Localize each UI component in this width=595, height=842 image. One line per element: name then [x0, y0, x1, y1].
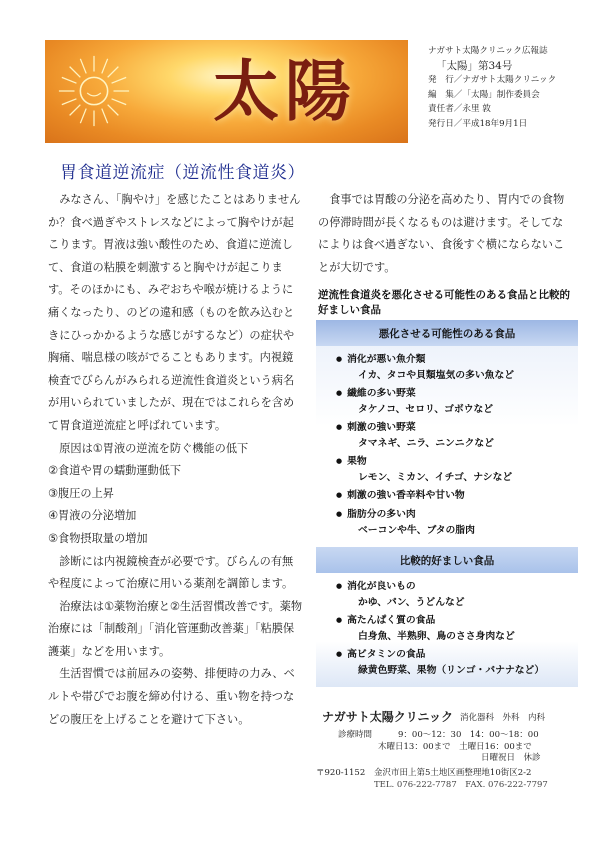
- list-item: ● 高ビタミンの食品 緑黄色野菜、果物（リンゴ・バナナなど）: [336, 647, 578, 678]
- paragraph-diet: 食事では胃酸の分泌を高めたり、胃内での食物の停滞時間が長くなるものは避けます。そしてなによりは食べ過ぎない、食後すぐ横にならないことが大切です。: [318, 193, 565, 274]
- paragraph-intro: みなさん、「胸やけ」を感じたことはありませんか？食べ過ぎやストレスなどによって胸やけが起こります。胃液は強い酸性のため、食道に逆流して、食道の粘膜を刺激すると胸やけが起こります。そのほかにも、みぞおちや喉が焼けるように痛くなったり、のどの違和感（ものを飲み込むときにひっかかるような感じがするなど）の症状や胸痛、喘息様の咳がでることもあります。内視鏡検査でびらんがみられる逆流性食道炎という病名が用いられていましたが、現在ではこれらを含めて胃食道逆流症と呼ばれています。: [48, 193, 301, 432]
- street-address: 金沢市田上第5土地区画整理地10街区2-2: [374, 768, 532, 778]
- cause-2: ②食道や胃の蠕動運動低下: [48, 464, 182, 478]
- paragraph-treatment: 治療法は①薬物治療と②生活習慣改善です。薬物治療には「制酸剤」「消化管運動改善薬」「粘膜保護薬」などを用います。: [48, 599, 303, 658]
- article-title: 胃食道逆流症（逆流性食道炎）: [60, 163, 305, 183]
- clinic-address: [316, 768, 578, 792]
- list-item: ● 果物 レモン、ミカン、イチゴ、ナシなど: [336, 454, 578, 485]
- list-item: ● 消化が悪い魚介類 イカ、タコや貝類塩気の多い魚など: [336, 352, 578, 383]
- foodbox-title: 逆流性食道炎を悪化させる可能性のある食品と比較的好ましい食品: [318, 289, 570, 316]
- list-item: ● 刺激の強い野菜 タマネギ、ニラ、ニンニクなど: [336, 420, 578, 451]
- good-foods-list: [316, 573, 578, 687]
- hours-label: 診療時間: [338, 730, 373, 740]
- cause-1: 原因は①胃液の逆流を防ぐ機能の低下: [59, 441, 249, 455]
- clinic-hours: [316, 730, 578, 766]
- food-list-box: [316, 320, 578, 702]
- publisher-line: ナガサト太陽クリニック広報誌: [428, 46, 548, 56]
- bad-foods-header: 悪化させる可能性のある食品: [316, 320, 578, 346]
- list-item: ● 高たんぱく質の食品 白身魚、半熟卵、鳥のささ身肉など: [336, 613, 578, 644]
- postal-code: 〒920-1152: [316, 768, 366, 778]
- cause-3: ③腹圧の上昇: [48, 486, 114, 500]
- phone-fax: TEL. 076-222-7787 FAX. 076-222-7797: [374, 779, 548, 790]
- hours-closed: 日曜祝日 休診: [481, 753, 541, 763]
- clinic-info: [316, 708, 578, 792]
- issue-number: 「太陽」第34号: [436, 59, 513, 72]
- list-item: ● 消化が良いもの かゆ、パン、うどんなど: [336, 579, 578, 610]
- sun-logo-icon: [55, 52, 133, 130]
- responsible-line: 責任者／永里 敦: [428, 104, 491, 115]
- paragraph-lifestyle: 生活習慣では前屈みの姿勢、排便時の力み、ベルトや帯びでお腹を締め付ける、重い物を持つなどの腹圧を上げることを避けて下さい。: [48, 667, 295, 726]
- issue-date: 発行日／平成18年9月1日: [428, 118, 528, 129]
- clinic-name: ナガサト太陽クリニック: [322, 710, 454, 724]
- list-item: ● 繊維の多い野菜 タケノコ、セロリ、ゴボウなど: [336, 386, 578, 417]
- cause-5: ⑤食物摂取量の増加: [48, 531, 148, 545]
- cause-4: ④胃液の分泌増加: [48, 509, 137, 523]
- masthead-banner: [45, 40, 408, 143]
- good-foods-header: 比較的好ましい食品: [316, 547, 578, 573]
- issuer-line: 発 行／ナガサト太陽クリニック: [428, 75, 557, 86]
- bad-foods-list: [316, 346, 578, 547]
- list-item: ● 脂肪分の多い肉 ベーコンや牛、ブタの脂肉: [336, 507, 578, 538]
- masthead-info: [428, 44, 588, 132]
- paragraph-diagnosis: 診断には内視鏡検査が必要です。びらんの有無や程度によって治療に用いる薬剤を調節します。: [48, 554, 294, 591]
- list-item: ● 刺激の強い香辛料や甘い物: [336, 488, 578, 504]
- editor-line: 編 集／「太陽」制作委員会: [428, 89, 540, 100]
- clinic-departments: 消化器科 外科 内科: [460, 713, 546, 723]
- hours-weekday: 9：00～12：30 14：00～18：00: [398, 730, 539, 740]
- article-left-column: [48, 189, 303, 731]
- newsletter-title: 太陽: [213, 52, 357, 130]
- article-right-column: [318, 189, 568, 279]
- hours-short-days: 木曜日13：00まで 土曜日16：00まで: [378, 741, 532, 752]
